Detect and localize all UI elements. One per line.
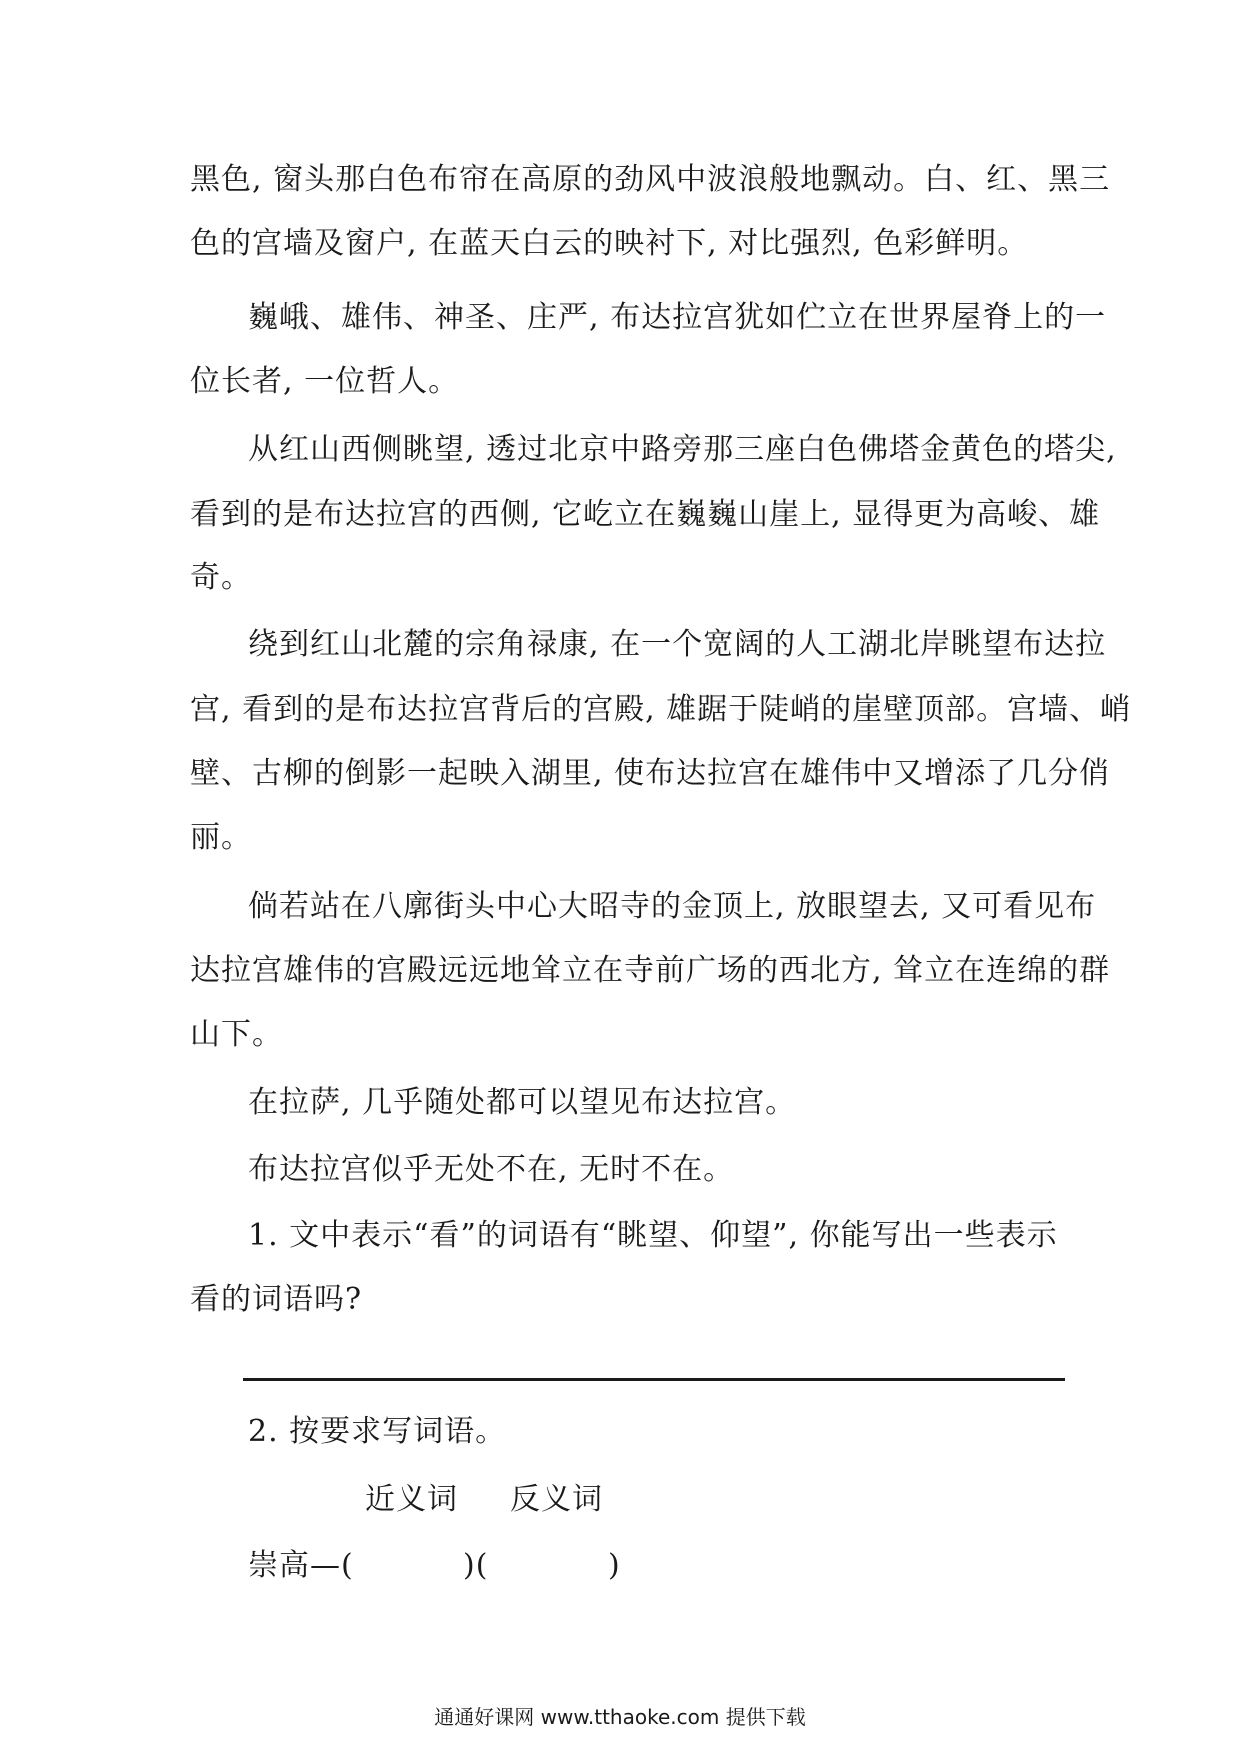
passage-line: 看到的是布达拉宫的西侧, 它屹立在巍巍山崖上, 显得更为高峻、雄	[190, 497, 1101, 532]
footer-watermark: 通通好课网 www.tthaoke.com 提供下载	[434, 1705, 806, 1729]
passage-line: 倘若站在八廓街头中心大昭寺的金顶上, 放眼望去, 又可看见布	[248, 889, 1097, 924]
passage-line: 色的宫墙及窗户, 在蓝天白云的映衬下, 对比强烈, 色彩鲜明。	[190, 226, 1029, 261]
passage-line: 布达拉宫似乎无处不在, 无时不在。	[248, 1152, 735, 1187]
antonym-blank[interactable]	[497, 1546, 607, 1586]
passage-line: 丽。	[190, 820, 252, 855]
passage-line: 巍峨、雄伟、神圣、庄严, 布达拉宫犹如伫立在世界屋脊上的一	[248, 300, 1107, 335]
passage-line: 壁、古柳的倒影一起映入湖里, 使布达拉宫在雄伟中又增添了几分俏	[190, 756, 1111, 791]
question-1-text: 看的词语吗?	[190, 1282, 363, 1317]
passage-line: 在拉萨, 几乎随处都可以望见布达拉宫。	[248, 1085, 797, 1120]
synonym-header: 近义词	[365, 1482, 458, 1517]
word-row-label: 崇高—(	[248, 1548, 354, 1583]
passage-line: 宫, 看到的是布达拉宫背后的宫殿, 雄踞于陡峭的崖壁顶部。宫墙、峭	[190, 692, 1132, 727]
question-2-title: 2. 按要求写词语。	[248, 1414, 507, 1449]
question-1-text: 1. 文中表示“看”的词语有“眺望、仰望”, 你能写出一些表示	[248, 1218, 1058, 1253]
passage-line: 山下。	[190, 1017, 283, 1052]
paren-close: )	[608, 1548, 621, 1583]
antonym-header: 反义词	[510, 1482, 603, 1517]
answer-line[interactable]	[243, 1378, 1065, 1381]
passage-line: 黑色, 窗头那白色布帘在高原的劲风中波浪般地飘动。白、红、黑三	[190, 162, 1111, 197]
passage-line: 达拉宫雄伟的宫殿远远地耸立在寺前广场的西北方, 耸立在连绵的群	[190, 953, 1111, 988]
passage-line: 绕到红山北麓的宗角禄康, 在一个宽阔的人工湖北岸眺望布达拉	[248, 627, 1107, 662]
passage-line: 奇。	[190, 560, 252, 595]
paren-separator: )(	[463, 1548, 489, 1583]
passage-line: 位长者, 一位哲人。	[190, 364, 460, 399]
passage-line: 从红山西侧眺望, 透过北京中路旁那三座白色佛塔金黄色的塔尖,	[248, 432, 1117, 467]
synonym-blank[interactable]	[342, 1546, 462, 1586]
